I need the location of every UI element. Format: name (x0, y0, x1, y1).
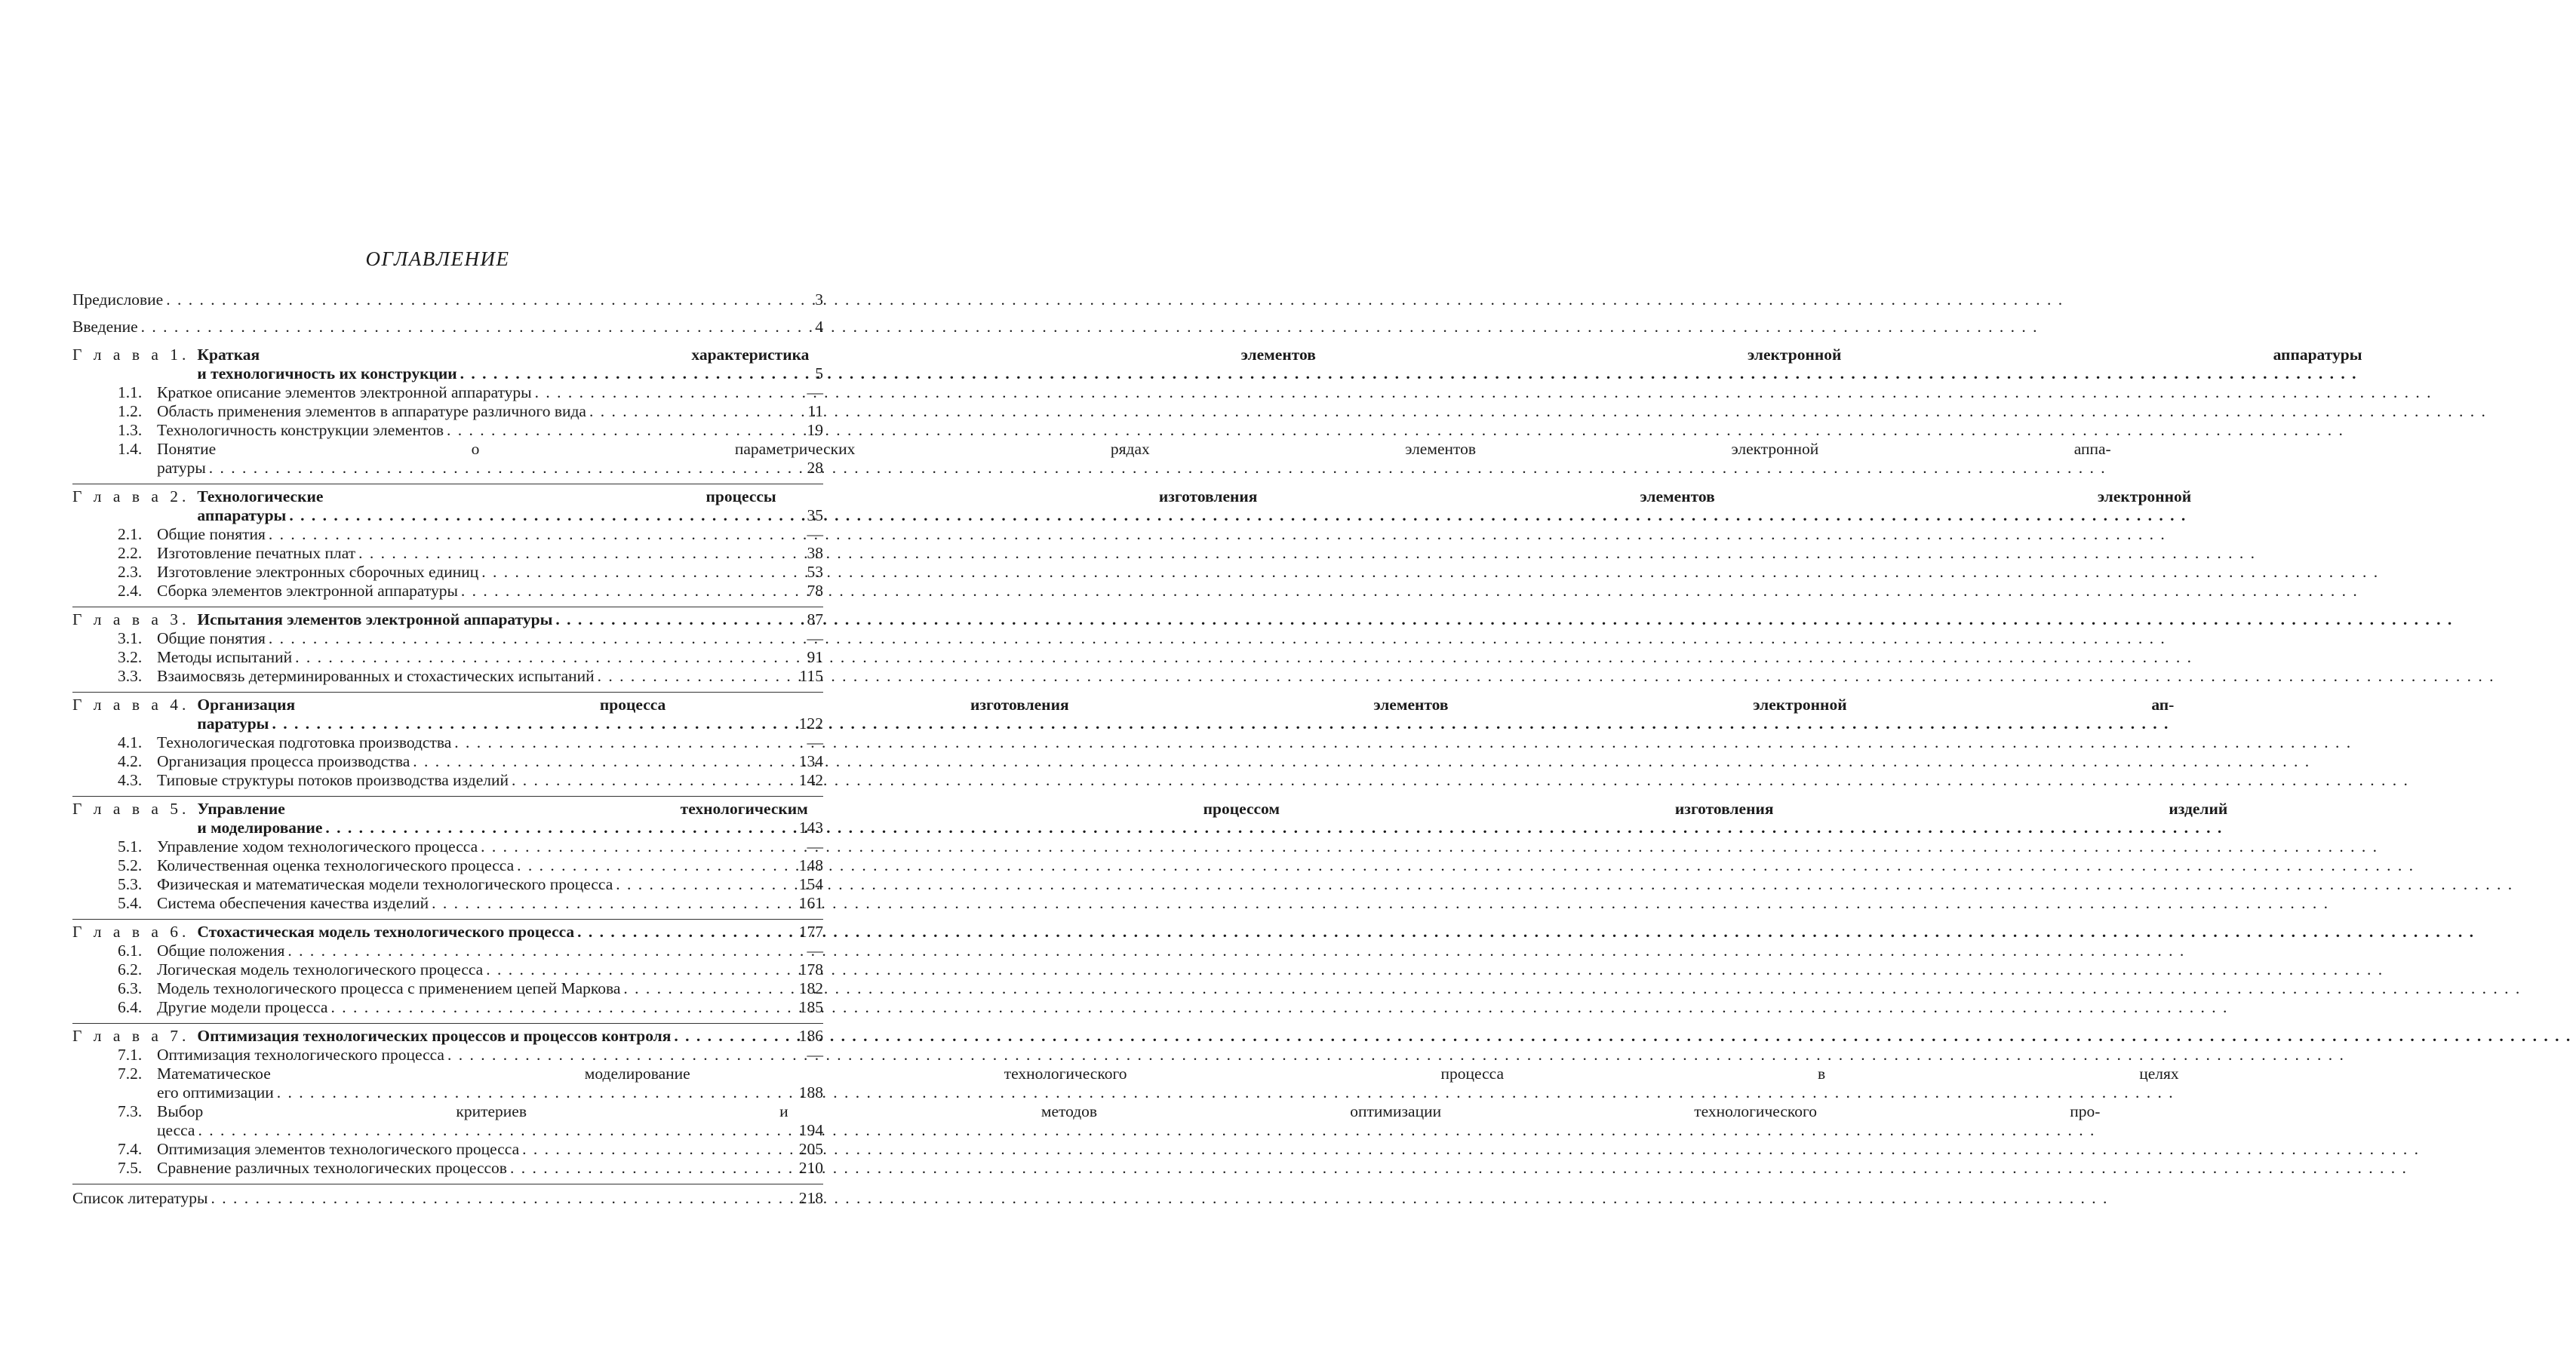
page-number: 134 (798, 752, 823, 770)
chapter-heading[interactable] (72, 346, 2362, 383)
leader-dots (141, 318, 2039, 336)
entry-title: Список литературы (72, 1189, 208, 1207)
chapter-title (189, 487, 2191, 525)
title-line: Краткая характеристика элементов электронной аппаратуры (197, 346, 2362, 364)
chapter-title (189, 610, 2458, 629)
section-number: 5.1. (118, 837, 143, 856)
chapter-block (72, 692, 2175, 790)
section-number: 2.1. (118, 525, 143, 543)
leader-dots (447, 1046, 2345, 1065)
section-number: 4.3. (118, 771, 143, 789)
section-number: 1.2. (118, 402, 143, 420)
page-number: 91 (807, 648, 823, 666)
section-entry[interactable] (72, 667, 823, 686)
page-number: 178 (798, 960, 823, 979)
leader-dots (269, 629, 2166, 648)
page-number: — (807, 942, 823, 960)
section-number: 2.4. (118, 582, 143, 600)
title-line: Изготовление электронных сборочных единиц (157, 563, 479, 581)
title-line: аппаратуры (197, 506, 287, 524)
section-number: 7.5. (118, 1159, 143, 1177)
section-title (157, 544, 2261, 563)
section-number: 7.2. (118, 1065, 143, 1083)
leader-dots (330, 998, 2228, 1017)
page-number: 188 (798, 1083, 823, 1101)
section-title (157, 1065, 2179, 1102)
page-number: 205 (798, 1140, 823, 1158)
leader-dots (166, 290, 2064, 309)
section-entry[interactable] (72, 752, 823, 771)
page-number: — (807, 525, 823, 543)
page-number: 210 (798, 1159, 823, 1177)
chapter-label: Г л а в а 3. (72, 610, 190, 628)
page-number: 53 (807, 563, 823, 581)
title-line: Оптимизация технологического процесса (157, 1046, 444, 1064)
title-line: Физическая и математическая модели технологического процесса (157, 875, 613, 893)
title-line: Модель технологического процесса с применением цепей Маркова (157, 979, 621, 997)
leader-dots (325, 819, 2223, 837)
chapter-heading[interactable] (72, 487, 2192, 525)
page-number: 177 (798, 923, 823, 941)
section-title (157, 1102, 2100, 1140)
chapter-label: Г л а в а 1. (72, 346, 190, 364)
section-title (157, 960, 2388, 979)
leader-dots (211, 1189, 2108, 1208)
page-number: — (807, 733, 823, 751)
leader-dots (577, 923, 2475, 942)
chapter-heading[interactable] (72, 800, 2228, 837)
section-entry[interactable] (72, 648, 823, 667)
section-title (157, 752, 2315, 771)
page-number: — (807, 383, 823, 401)
page-number: 143 (798, 819, 823, 837)
section-number: 1.3. (118, 421, 143, 439)
title-line: Количественная оценка технологического процесса (157, 856, 515, 874)
title-line: Управление ходом технологического процесса (157, 837, 478, 856)
chapter-block (72, 919, 823, 1017)
chapter-block (72, 607, 823, 686)
chapter-title (189, 800, 2227, 837)
leader-dots (454, 733, 2352, 752)
section-title (157, 1046, 2350, 1065)
title-line: Управление технологическим процессом изготовления изделий (197, 800, 2228, 818)
page-number: 87 (807, 610, 823, 628)
title-line: ратуры (157, 459, 206, 477)
title-line: Общие положения (157, 942, 285, 960)
section-entry[interactable] (72, 1159, 823, 1178)
page-title: ОГЛАВЛЕНИЕ (365, 247, 510, 270)
page-number: 28 (807, 459, 823, 477)
section-number: 2.3. (118, 563, 143, 581)
chapter-divider (72, 796, 823, 797)
toc-entry[interactable] (72, 1189, 823, 1208)
title-line: Изготовление печатных плат (157, 544, 356, 562)
section-entry[interactable] (72, 942, 823, 960)
title-line: паратуры (197, 714, 269, 733)
chapter-heading[interactable] (72, 923, 823, 942)
leader-dots (447, 421, 2344, 440)
page-number: 19 (807, 421, 823, 439)
leader-dots (616, 875, 2513, 894)
page-number: 122 (798, 714, 823, 733)
leader-dots (277, 1083, 2175, 1102)
section-title (157, 856, 2419, 875)
title-line: Технологические процессы изготовления элементов электронной (197, 487, 2192, 505)
leader-dots (674, 1027, 2571, 1046)
page-number: 115 (799, 667, 823, 685)
section-number: 5.4. (118, 894, 143, 912)
chapter-block (72, 796, 2228, 913)
leader-dots (486, 960, 2384, 979)
leader-dots (209, 459, 2107, 478)
leader-dots (413, 752, 2310, 771)
section-entry[interactable] (72, 582, 823, 601)
leader-dots (623, 979, 2521, 998)
chapter-block (72, 346, 2362, 478)
chapter-label: Г л а в а 6. (72, 923, 190, 941)
title-line: Взаимосвязь детерминированных и стохастических испытаний (157, 667, 595, 685)
title-line: Выбор критериев и методов оптимизации технологического про- (157, 1102, 2101, 1120)
section-number: 5.2. (118, 856, 143, 874)
title-line: Организация процесса производства (157, 752, 410, 770)
section-title (157, 421, 2349, 440)
page-number: 4 (815, 318, 823, 336)
title-line: Система обеспечения качества изделий (157, 894, 429, 912)
title-line: Общие понятия (157, 525, 266, 543)
chapter-heading[interactable] (72, 696, 2175, 733)
chapter-title (189, 346, 2362, 383)
page-number: — (807, 629, 823, 647)
title-line: Область применения элементов в аппаратуре различного вида (157, 402, 586, 420)
page-number: 3 (815, 290, 823, 309)
page-number: 186 (798, 1027, 823, 1045)
section-entry[interactable] (72, 1140, 823, 1159)
title-line: Оптимизация элементов технологического процесса (157, 1140, 520, 1158)
section-entry[interactable] (72, 525, 823, 544)
title-line: Сравнение различных технологических процессов (157, 1159, 507, 1177)
toc-entry[interactable] (72, 318, 823, 336)
chapter-title (189, 923, 2479, 942)
leader-dots (272, 714, 2169, 733)
title-line: Сборка элементов электронной аппаратуры (157, 582, 458, 600)
section-entry[interactable] (72, 960, 823, 979)
page-number: — (807, 1046, 823, 1064)
leader-dots (481, 563, 2379, 582)
title-line: Логическая модель технологического процесса (157, 960, 484, 979)
page-number: 185 (798, 998, 823, 1016)
leader-dots (198, 1121, 2095, 1140)
leader-dots (295, 648, 2193, 667)
section-number: 6.1. (118, 942, 143, 960)
title-line: Краткое описание элементов электронной аппаратуры (157, 383, 532, 401)
title-line: и технологичность их конструкции (197, 364, 457, 383)
section-number: 2.2. (118, 544, 143, 562)
chapter-divider (72, 692, 823, 693)
section-entry[interactable] (72, 1065, 2179, 1102)
section-entry[interactable] (72, 563, 823, 582)
section-number: 7.4. (118, 1140, 143, 1158)
chapter-label: Г л а в а 2. (72, 487, 190, 505)
title-line: Технологичность конструкции элементов (157, 421, 444, 439)
section-number: 6.4. (118, 998, 143, 1016)
section-number: 6.2. (118, 960, 143, 979)
leader-dots (358, 544, 2256, 563)
section-entry[interactable] (72, 421, 823, 440)
page-number: 182 (798, 979, 823, 997)
section-entry[interactable] (72, 1102, 2101, 1140)
section-title (157, 648, 2197, 667)
chapter-title (189, 1027, 2576, 1046)
section-title (157, 942, 2190, 960)
entry-title: Предисловие (72, 290, 164, 309)
leader-dots (555, 610, 2453, 629)
section-entry[interactable] (72, 998, 823, 1017)
chapter-label: Г л а в а 7. (72, 1027, 190, 1045)
entry-title: Введение (72, 318, 138, 336)
chapter-divider (72, 919, 823, 920)
section-entry[interactable] (72, 894, 823, 913)
title-line: и моделирование (197, 819, 323, 837)
section-title (157, 837, 2383, 856)
title-line: цесса (157, 1121, 195, 1139)
section-entry[interactable] (72, 875, 823, 894)
leader-dots (589, 402, 2487, 421)
chapter-block (72, 484, 2192, 601)
section-number: 3.2. (118, 648, 143, 666)
section-title (157, 402, 2491, 421)
page-number: 194 (798, 1121, 823, 1139)
page-number: 11 (807, 402, 823, 420)
section-title (157, 629, 2171, 648)
section-entry[interactable] (72, 733, 823, 752)
leader-dots (460, 364, 2358, 383)
title-line: его оптимизации (157, 1083, 274, 1101)
title-line: Методы испытаний (157, 648, 293, 666)
section-entry[interactable] (72, 383, 823, 402)
title-line: Организация процесса изготовления элементов электронной ап- (197, 696, 2175, 714)
section-number: 7.1. (118, 1046, 143, 1064)
section-title (157, 1159, 2412, 1178)
page-number: 161 (798, 894, 823, 912)
page-number: 38 (807, 544, 823, 562)
section-number: 7.3. (118, 1102, 143, 1120)
section-entry[interactable] (72, 440, 2111, 478)
section-number: 1.1. (118, 383, 143, 401)
section-number: 4.2. (118, 752, 143, 770)
leader-dots (287, 942, 2185, 960)
section-entry[interactable] (72, 402, 823, 421)
section-title (157, 894, 2334, 913)
title-line: Стохастическая модель технологического процесса (197, 923, 575, 941)
toc-entry[interactable] (72, 290, 823, 309)
title-line: Испытания элементов электронной аппаратуры (197, 610, 553, 628)
chapter-heading[interactable] (72, 610, 823, 629)
section-title (157, 525, 2171, 544)
section-title (157, 563, 2384, 582)
title-line: Оптимизация технологических процессов и процессов контроля (197, 1027, 672, 1045)
leader-dots (481, 837, 2378, 856)
section-entry[interactable] (72, 1046, 823, 1065)
chapter-block (72, 1023, 2179, 1178)
page-number: — (807, 837, 823, 856)
chapter-label: Г л а в а 5. (72, 800, 190, 818)
section-number: 4.1. (118, 733, 143, 751)
section-title (157, 979, 2525, 998)
section-number: 3.1. (118, 629, 143, 647)
page-number: 5 (815, 364, 823, 383)
leader-dots (461, 582, 2359, 601)
section-entry[interactable] (72, 771, 823, 790)
title-line: Общие понятия (157, 629, 266, 647)
chapter-title (189, 696, 2174, 733)
section-title (157, 383, 2437, 402)
section-title (157, 733, 2356, 752)
leader-dots (269, 525, 2166, 544)
chapter-heading[interactable] (72, 1027, 823, 1046)
title-line: Математическое моделирование технологического процесса в целях (157, 1065, 2179, 1083)
section-entry[interactable] (72, 856, 823, 875)
title-line: Типовые структуры потоков производства изделий (157, 771, 509, 789)
section-title (157, 875, 2518, 894)
section-entry[interactable] (72, 837, 823, 856)
section-number: 1.4. (118, 440, 143, 458)
title-line: Технологическая подготовка производства (157, 733, 452, 751)
leader-dots (289, 506, 2187, 525)
section-entry[interactable] (72, 979, 823, 998)
page-number: 142 (798, 771, 823, 789)
section-title (157, 582, 2363, 601)
page-number: 154 (798, 875, 823, 893)
title-line: Другие модели процесса (157, 998, 328, 1016)
section-entry[interactable] (72, 544, 823, 563)
title-line: Понятие о параметрических рядах элементов электронной аппа- (157, 440, 2111, 458)
table-of-contents (72, 290, 2362, 1208)
section-title (157, 440, 2111, 478)
leader-dots (432, 894, 2329, 913)
section-title (157, 667, 2500, 686)
page-number: 148 (798, 856, 823, 874)
chapter-label: Г л а в а 4. (72, 696, 190, 714)
section-title (157, 1140, 2424, 1159)
section-title (157, 998, 2233, 1017)
section-number: 3.3. (118, 667, 143, 685)
page-number: 35 (807, 506, 823, 524)
section-number: 5.3. (118, 875, 143, 893)
leader-dots (598, 667, 2495, 686)
chapter-divider (72, 1023, 823, 1024)
section-number: 6.3. (118, 979, 143, 997)
section-entry[interactable] (72, 629, 823, 648)
page-number: 218 (798, 1189, 823, 1207)
page-number: 78 (807, 582, 823, 600)
section-title (157, 771, 2414, 790)
